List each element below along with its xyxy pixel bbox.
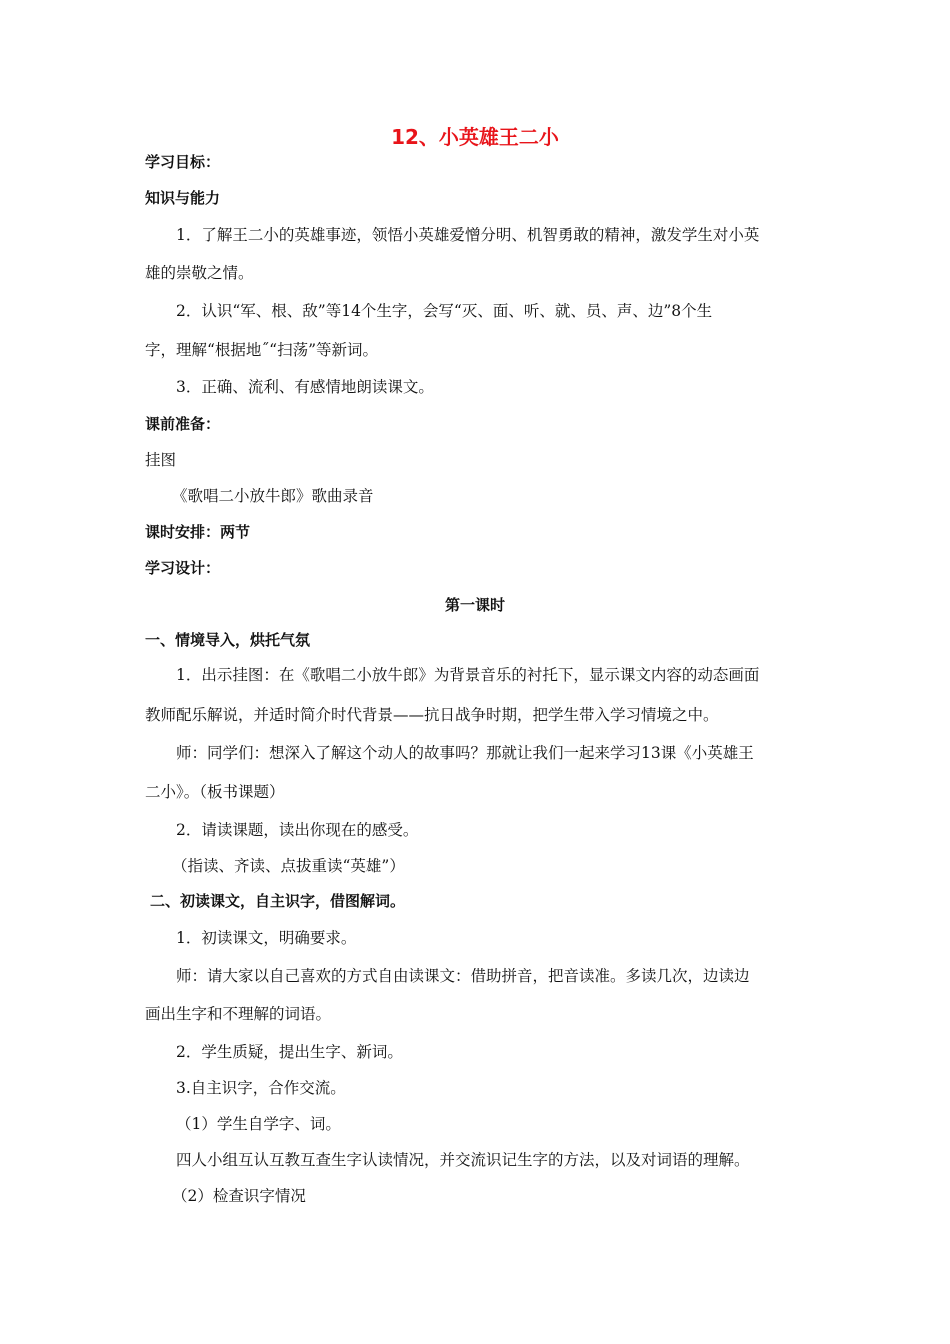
section-1-para-3: 2．请读课题，读出你现在的感受。: [176, 821, 419, 839]
section-2-para-7: （2）检查识字情况: [172, 1187, 306, 1205]
lesson-one-heading: 第一课时: [444, 596, 505, 614]
preparation-item-2: 《歌唱二小放牛郎》歌曲录音: [172, 487, 374, 505]
section-2-para-3: 2．学生质疑，提出生字、新词。: [176, 1043, 403, 1061]
heading-learning-design: 学习设计：: [145, 559, 221, 577]
section-2-para-5: （1）学生自学字、词。: [176, 1115, 341, 1133]
heading-learning-goals: 学习目标：: [145, 153, 221, 171]
lesson-schedule: 课时安排：两节: [145, 523, 251, 541]
section-2-para-2-line-1: 师：请大家以自己喜欢的方式自由读课文：借助拼音，把音读准。多读几次，边读边: [176, 967, 750, 985]
section-2-para-1: 1．初读课文，明确要求。: [176, 929, 357, 947]
goal-1-line-1: 1．了解王二小的英雄事迹，领悟小英雄爱憎分明、机智勇敢的精神，激发学生对小英: [176, 226, 760, 244]
section-2-para-6: 四人小组互认互教互查生字认读情况，并交流识记生字的方法，以及对词语的理解。: [176, 1151, 750, 1169]
goal-2-line-1: 2．认识“军、根、敌”等14个生字，会写“灭、面、听、就、员、声、边”8个生: [176, 302, 713, 320]
section-1-para-2-line-1: 师：同学们：想深入了解这个动人的故事吗？那就让我们一起来学习13课《小英雄王: [176, 744, 754, 762]
section-1-para-4: （指读、齐读、点拔重读“英雄”）: [172, 857, 405, 875]
section-1-para-2-line-2: 二小》。（板书课题）: [145, 783, 285, 801]
section-2-heading: 二、初读课文，自主识字，借图解词。: [150, 892, 406, 910]
heading-preparation: 课前准备：: [145, 415, 221, 433]
section-1-para-1-line-2: 教师配乐解说，并适时简介时代背景——抗日战争时期，把学生带入学习情境之中。: [145, 706, 719, 724]
preparation-item-1: 挂图: [145, 451, 177, 469]
document-title: 12、小英雄王二小: [391, 125, 559, 149]
heading-knowledge-ability: 知识与能力: [145, 189, 221, 207]
section-2-para-4: 3.自主识字，合作交流。: [176, 1079, 346, 1097]
goal-3: 3．正确、流利、有感情地朗读课文。: [176, 378, 434, 396]
section-2-para-2-line-2: 画出生字和不理解的词语。: [145, 1005, 332, 1023]
goal-1-line-2: 雄的崇敬之情。: [145, 264, 254, 282]
goal-2-line-2: 字，理解“根据地˝“扫荡”等新词。: [145, 341, 379, 359]
section-1-heading: 一、情境导入，烘托气氛: [145, 631, 311, 649]
section-1-para-1-line-1: 1．出示挂图：在《歌唱二小放牛郎》为背景音乐的衬托下，显示课文内容的动态画面: [176, 666, 760, 684]
